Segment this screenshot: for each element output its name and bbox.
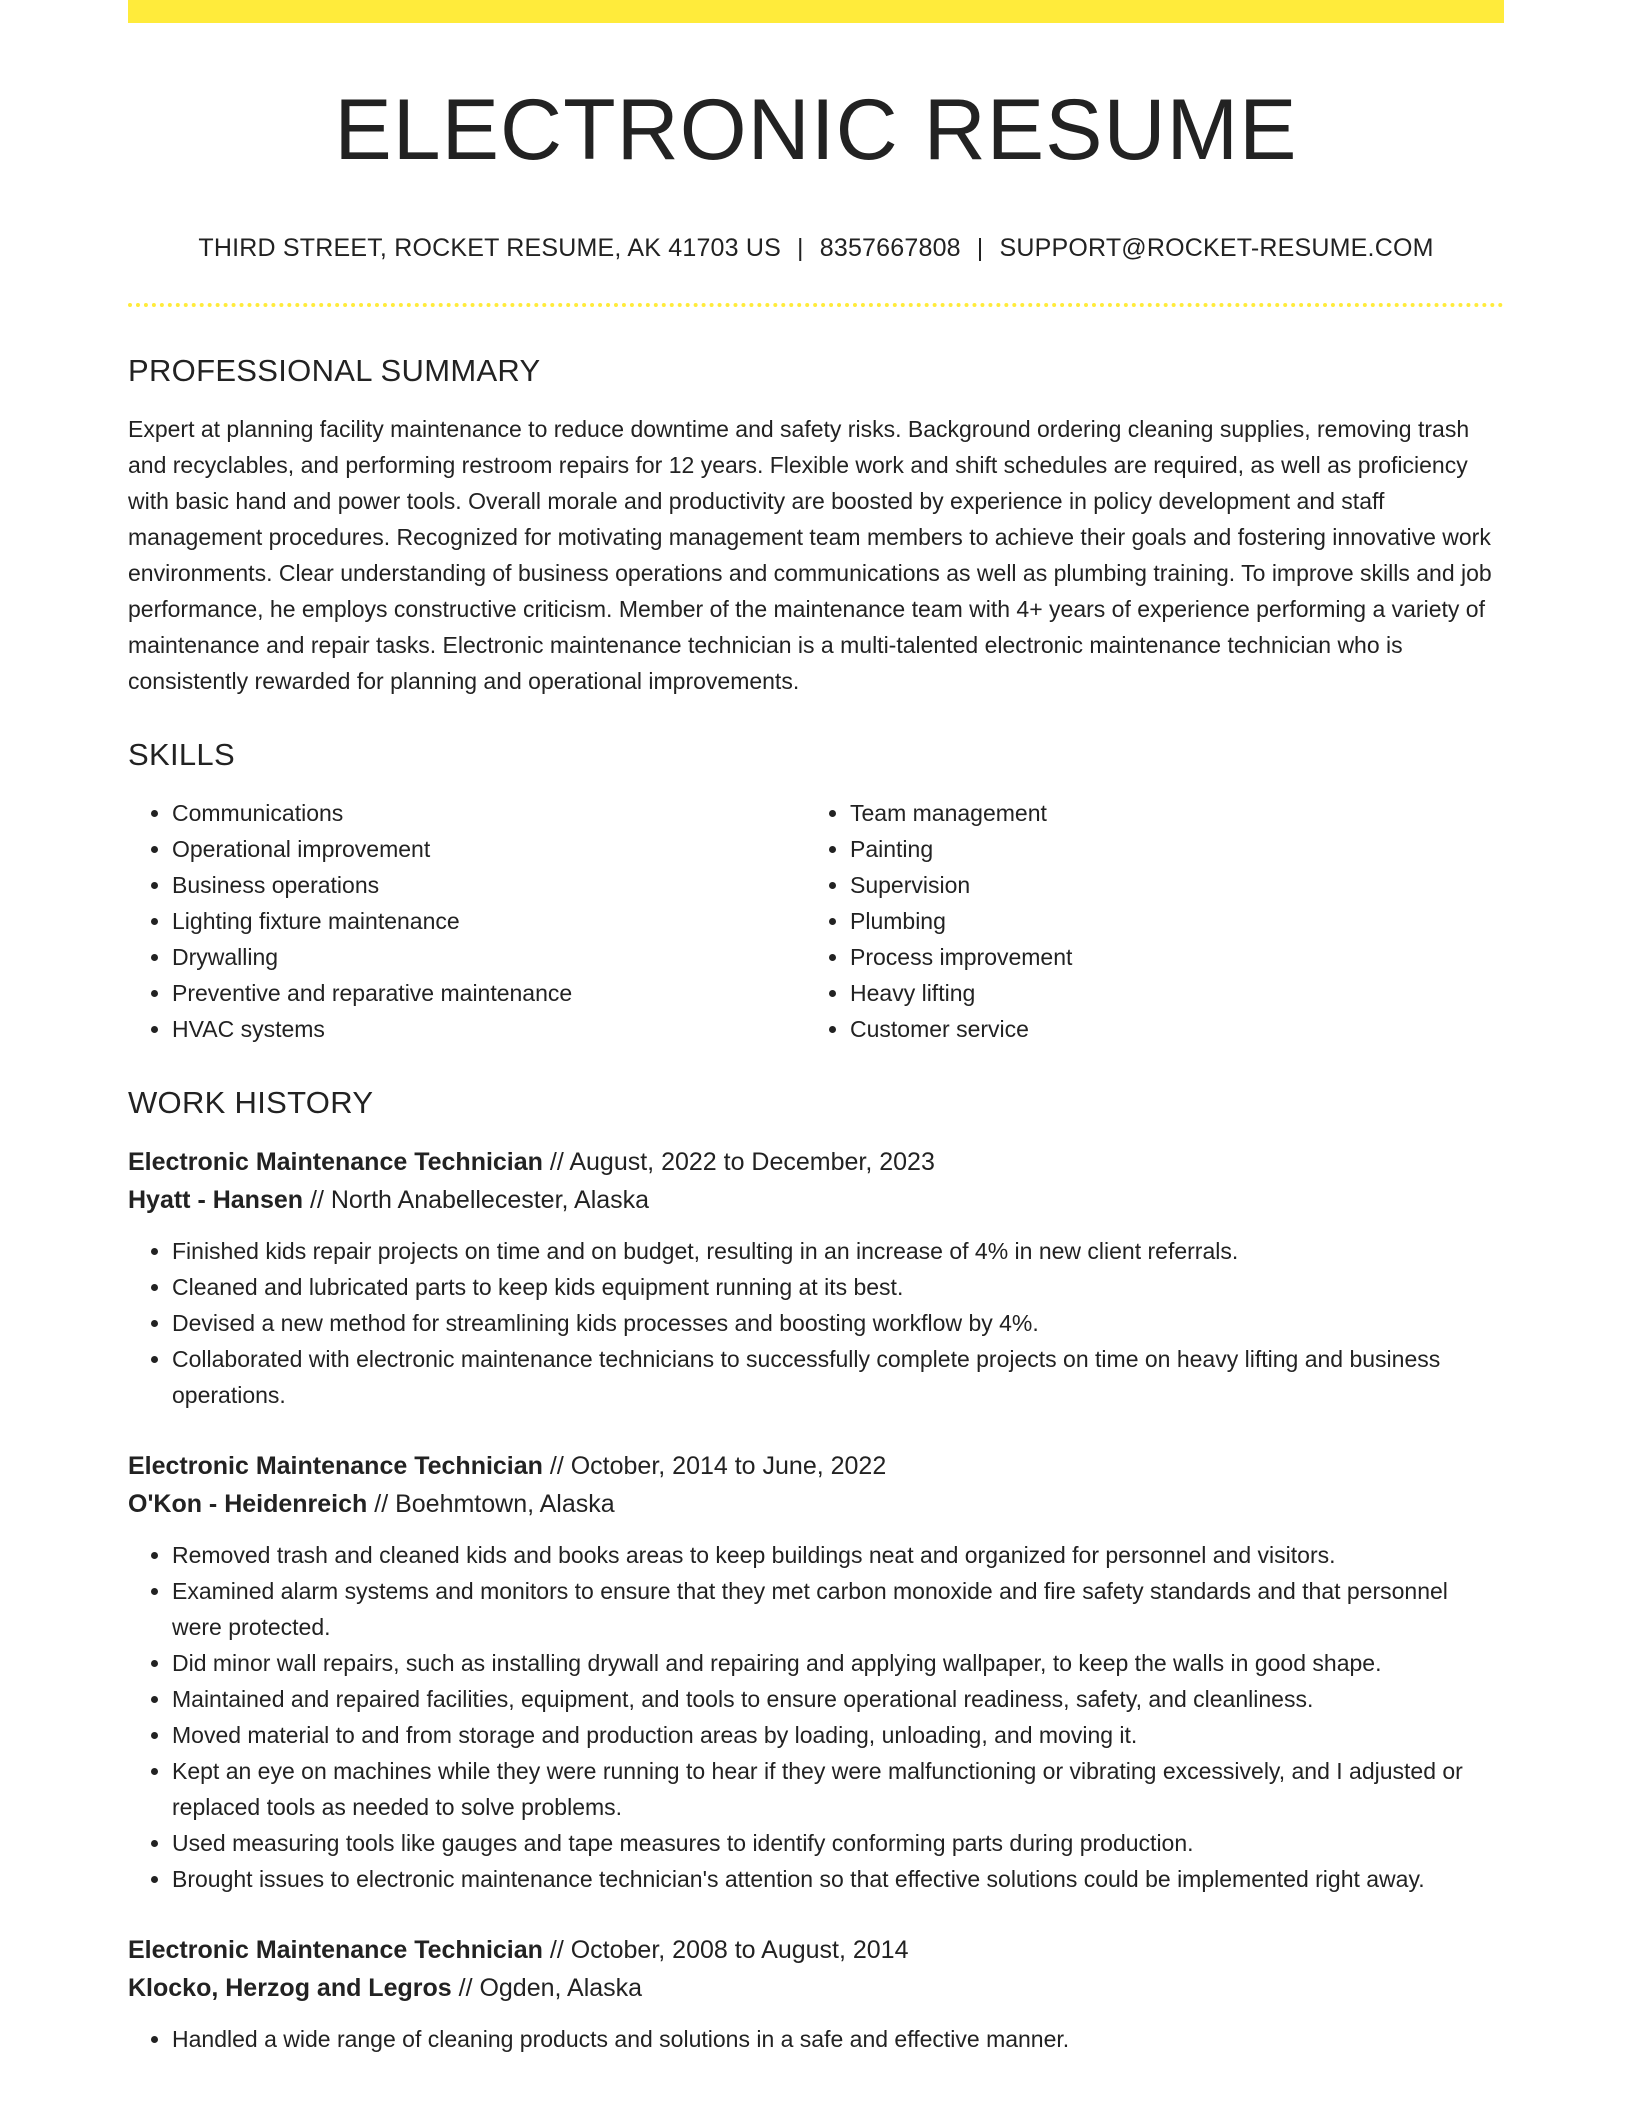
- skills-heading: SKILLS: [128, 736, 235, 772]
- job-location: // Ogden, Alaska: [451, 1973, 643, 2002]
- job-bullet: • Devised a new method for streamlining kids processes and boosting workflow by 4%.: [172, 1305, 1504, 1341]
- job-bullets: [128, 2021, 1504, 2057]
- skill-item: • Operational improvement: [172, 831, 806, 867]
- job-title-line: [128, 1931, 1504, 1969]
- job-company: O'Kon - Heidenreich: [128, 1489, 368, 1518]
- job-bullet: • Used measuring tools like gauges and tape measures to identify conforming parts during production.: [172, 1825, 1504, 1861]
- contact-separator: |: [976, 233, 984, 262]
- job-dates: // October, 2014 to June, 2022: [542, 1451, 887, 1480]
- contact-separator: |: [797, 233, 804, 262]
- job-bullet: • Removed trash and cleaned kids and books areas to keep buildings neat and organized for personnel and visitors.: [172, 1537, 1504, 1573]
- summary-text: Expert at planning facility maintenance to reduce downtime and safety risks. Background ordering cleaning supplies, removing trash and recyclables, and performing restroom repairs for 12 years. Flexible work and shift schedules are required, as well as proficiency with basic hand and power tools. Overall morale and productivity are boosted by experience in policy development and staff management procedures. Recognized for motivating management team members to achieve their goals and fostering innovative work environments. Clear understanding of business operations and communications as well as plumbing training. To improve skills and job performance, he employs constructive criticism. Member of the maintenance team with 4+ years of experience performing a variety of maintenance and repair tasks. Electronic maintenance technician is a multi-talented electronic maintenance technician who is consistently rewarded for planning and operational improvements.: [128, 415, 1492, 694]
- job-bullet: • Did minor wall repairs, such as installing drywall and repairing and applying wallpaper, to keep the walls in good shape.: [172, 1645, 1504, 1681]
- job-company-line: [128, 1485, 1504, 1523]
- skills-column-left: [128, 795, 806, 1047]
- dotted-divider: [128, 303, 1504, 307]
- skill-item: • Business operations: [172, 867, 806, 903]
- job-title-line: [128, 1143, 1504, 1181]
- top-accent-bar: [128, 0, 1504, 23]
- job-title: Electronic Maintenance Technician: [128, 1147, 543, 1176]
- job-company-line: [128, 1181, 1504, 1219]
- job-entry: [128, 1931, 1504, 2057]
- skill-item: • Process improvement: [850, 939, 1484, 975]
- contact-phone: 8357667808: [819, 233, 961, 262]
- job-company: Hyatt - Hansen: [128, 1185, 304, 1214]
- job-title-line: [128, 1447, 1504, 1485]
- job-bullet: • Cleaned and lubricated parts to keep kids equipment running at its best.: [172, 1269, 1504, 1305]
- job-bullets: [128, 1233, 1504, 1413]
- job-bullet: • Brought issues to electronic maintenance technician's attention so that effective solutions could be implemented right away.: [172, 1861, 1504, 1897]
- summary-heading: PROFESSIONAL SUMMARY: [128, 352, 541, 388]
- job-location: // North Anabellecester, Alaska: [303, 1185, 650, 1214]
- skill-item: • Plumbing: [850, 903, 1484, 939]
- job-title: Electronic Maintenance Technician: [128, 1451, 543, 1480]
- contact-address: THIRD STREET, ROCKET RESUME, AK 41703 US: [198, 233, 782, 262]
- job-company-line: [128, 1969, 1504, 2007]
- job-bullet: • Examined alarm systems and monitors to ensure that they met carbon monoxide and fire safety standards and that personnel were protected.: [172, 1573, 1504, 1645]
- skill-item: • Supervision: [850, 867, 1484, 903]
- skill-item: • Lighting fixture maintenance: [172, 903, 806, 939]
- job-bullet: • Collaborated with electronic maintenance technicians to successfully complete projects on time on heavy lifting and business operations.: [172, 1341, 1504, 1413]
- skill-item: • Drywalling: [172, 939, 806, 975]
- skills-column-right: [806, 795, 1484, 1047]
- skill-item: • Customer service: [850, 1011, 1484, 1047]
- job-bullet: • Maintained and repaired facilities, equipment, and tools to ensure operational readiness, safety, and cleanliness.: [172, 1681, 1504, 1717]
- job-entry: [128, 1447, 1504, 1897]
- skill-item: • Heavy lifting: [850, 975, 1484, 1011]
- job-location: // Boehmtown, Alaska: [367, 1489, 615, 1518]
- job-bullet: • Handled a wide range of cleaning products and solutions in a safe and effective manner.: [172, 2021, 1504, 2057]
- job-bullet: • Moved material to and from storage and production areas by loading, unloading, and moving it.: [172, 1717, 1504, 1753]
- contact-email: SUPPORT@ROCKET-RESUME.COM: [999, 233, 1434, 262]
- job-bullet: • Kept an eye on machines while they were running to hear if they were malfunctioning or vibrating excessively, and I adjusted or replaced tools as needed to solve problems.: [172, 1753, 1504, 1825]
- work-history-heading: WORK HISTORY: [128, 1084, 374, 1120]
- resume-name: ELECTRONIC RESUME: [334, 82, 1298, 178]
- resume-page: [128, 0, 1504, 2057]
- job-bullet: • Finished kids repair projects on time and on budget, resulting in an increase of 4% in new client referrals.: [172, 1233, 1504, 1269]
- job-company: Klocko, Herzog and Legros: [128, 1973, 452, 2002]
- job-dates: // August, 2022 to December, 2023: [542, 1147, 935, 1176]
- job-bullets: [128, 1537, 1504, 1897]
- job-entry: [128, 1143, 1504, 1413]
- job-title: Electronic Maintenance Technician: [128, 1935, 543, 1964]
- skill-item: • HVAC systems: [172, 1011, 806, 1047]
- skill-item: • Preventive and reparative maintenance: [172, 975, 806, 1011]
- skill-item: • Team management: [850, 795, 1484, 831]
- skill-item: • Painting: [850, 831, 1484, 867]
- skills-list: [128, 795, 1504, 1047]
- skill-item: • Communications: [172, 795, 806, 831]
- contact-line: [128, 234, 1504, 263]
- job-dates: // October, 2008 to August, 2014: [542, 1935, 909, 1964]
